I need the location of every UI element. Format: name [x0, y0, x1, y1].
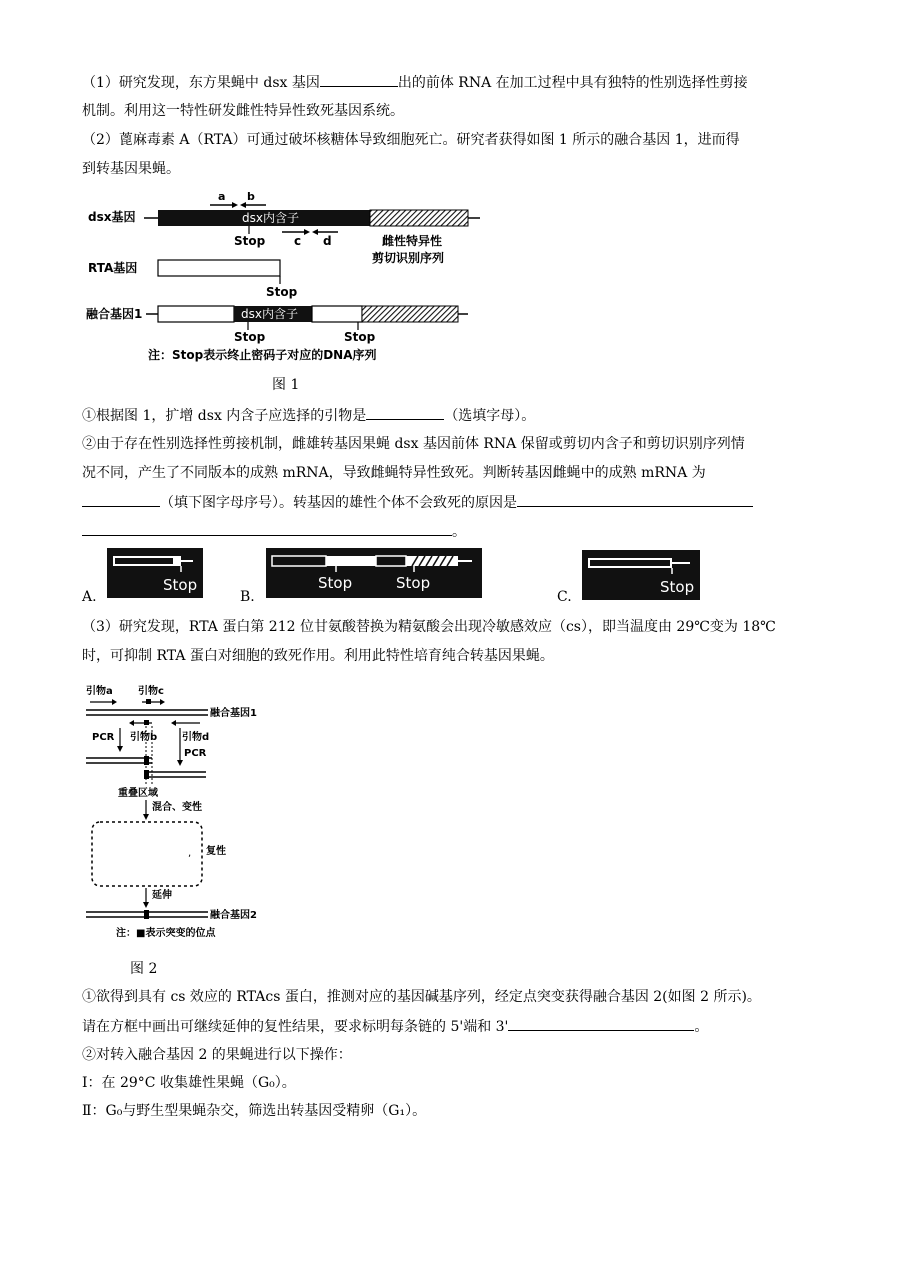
paragraph-3-line-1: （3）研究发现，RTA 蛋白第 212 位甘氨酸替换为精氨酸会出现冷敏感效应（cs），即当温度由 29℃变为 18℃ — [82, 619, 776, 635]
option-b-stop-1: Stop — [318, 574, 353, 592]
dsx-intron-label: dsx内含子 — [242, 211, 299, 225]
answer-blank[interactable] — [82, 521, 452, 536]
fusion-rta-block — [158, 306, 234, 322]
stop-label-fusion-2: Stop — [344, 330, 376, 344]
figure-2-caption: 图 2 — [130, 961, 158, 977]
option-c-stop: Stop — [660, 578, 695, 596]
fig2-primer-d-label: 引物d — [182, 732, 210, 743]
option-b-stop-2: Stop — [396, 574, 431, 592]
fig2-pcr-left-label: PCR — [92, 732, 115, 743]
paragraph-1-line-1: （1）研究发现，东方果蝇中 dsx 基因 出的前体 RNA 在加工过程中具有独特的性别选择性剪接 — [82, 72, 748, 93]
fusion-white-block — [312, 306, 362, 322]
step-2-line: Ⅱ：G₀与野生型果蝇杂交，筛选出转基因受精卵（G₁）。 — [82, 1103, 427, 1119]
fig2-primer-b-label: 引物b — [130, 732, 158, 743]
question-4-line: ②对转入融合基因 2 的果蝇进行以下操作： — [82, 1047, 352, 1063]
fusion-intron-label: dsx内含子 — [241, 307, 298, 321]
primer-a-label: a — [218, 190, 226, 203]
dsx-gene-label: dsx基因 — [88, 210, 136, 224]
fig2-pcr-right-label: PCR — [184, 748, 207, 759]
answer-blank[interactable] — [82, 492, 160, 507]
step-1-line: Ⅰ：在 29°C 收集雄性果蝇（G₀）。 — [82, 1075, 296, 1091]
fig2-note: 注：■表示突变的位点 — [116, 928, 216, 939]
female-specific-label-2: 剪切识别序列 — [372, 251, 445, 265]
stop-label-rta: Stop — [266, 285, 298, 299]
option-c-image[interactable] — [582, 550, 700, 600]
primer-d-label: d — [323, 234, 332, 248]
option-a-label: A. — [82, 589, 97, 605]
fig2-comma-mark: , — [188, 848, 192, 859]
question-2-line-3: （填下图字母序号）。转基因的雄性个体不会致死的原因是 — [82, 492, 753, 513]
fusion-gene1-label: 融合基因1 — [86, 307, 143, 321]
stop-label-dsx: Stop — [234, 234, 266, 248]
option-a-image[interactable] — [107, 548, 203, 598]
figure-1-diagram — [82, 188, 502, 368]
fig2-mix-label: 混合、变性 — [152, 802, 202, 813]
fig2-overlap-label: 重叠区域 — [118, 788, 158, 799]
option-b-label: B. — [240, 589, 255, 605]
question-2-line-4: 。 — [82, 521, 466, 542]
fig2-answer-box[interactable] — [92, 822, 202, 886]
primer-b-label: b — [247, 190, 255, 203]
fig2-primer-c-label: 引物c — [138, 686, 164, 697]
option-b-image[interactable] — [266, 548, 482, 598]
figure-1-caption: 图 1 — [272, 377, 300, 393]
answer-blank[interactable] — [517, 492, 753, 507]
question-2-line-2: 况不同，产生了不同版本的成熟 mRNA，导致雌蝇特异性致死。判断转基因雌蝇中的成熟 mRNA 为 — [82, 465, 706, 481]
figure-1-note: 注：Stop表示终止密码子对应的DNA序列 — [148, 348, 377, 362]
question-1-line: ①根据图 1，扩增 dsx 内含子应选择的引物是 （选填字母）。 — [82, 405, 535, 426]
answer-blank[interactable] — [508, 1016, 694, 1031]
fig2-extend-label: 延伸 — [152, 890, 172, 901]
answer-blank[interactable] — [366, 405, 444, 420]
female-specific-label-1: 雌性特异性 — [382, 234, 443, 248]
question-3-line-1: ①欲得到具有 cs 效应的 RTAcs 蛋白，推测对应的基因碱基序列，经定点突变获得融合基因 2(如图 2 所示)。 — [82, 989, 761, 1005]
option-a-stop: Stop — [163, 576, 198, 594]
fig2-fusion-gene1-label: 融合基因1 — [210, 708, 257, 719]
question-2-line-1: ②由于存在性别选择性剪接机制，雌雄转基因果蝇 dsx 基因前体 RNA 保留或剪切内含子和剪切识别序列情 — [82, 436, 745, 452]
fig2-primer-a-label: 引物a — [86, 686, 113, 697]
fusion-splice-block — [362, 306, 458, 322]
fig2-fusion-gene2-label: 融合基因2 — [210, 910, 257, 921]
rta-gene-label: RTA基因 — [88, 261, 138, 275]
stop-label-fusion-1: Stop — [234, 330, 266, 344]
paragraph-2-line-1: （2）蓖麻毒素 A（RTA）可通过破坏核糖体导致细胞死亡。研究者获得如图 1 所示的融合基因 1，进而得 — [82, 132, 740, 148]
paragraph-2-line-2: 到转基因果蝇。 — [82, 161, 180, 177]
paragraph-3-line-2: 时，可抑制 RTA 蛋白对细胞的致死作用。利用此特性培育纯合转基因果蝇。 — [82, 648, 554, 664]
answer-blank[interactable] — [320, 72, 398, 87]
fig2-renature-label: 复性 — [206, 846, 226, 857]
primer-c-label: c — [294, 234, 302, 248]
question-3-line-2: 请在方框中画出可继续延伸的复性结果，要求标明每条链的 5'端和 3' 。 — [82, 1016, 708, 1037]
option-c-label: C. — [557, 589, 572, 605]
paragraph-1-line-2: 机制。利用这一特性研发雌性特异性致死基因系统。 — [82, 103, 404, 119]
female-splice-block — [370, 210, 468, 226]
figure-2-diagram — [82, 680, 322, 942]
rta-gene-block — [158, 260, 280, 276]
